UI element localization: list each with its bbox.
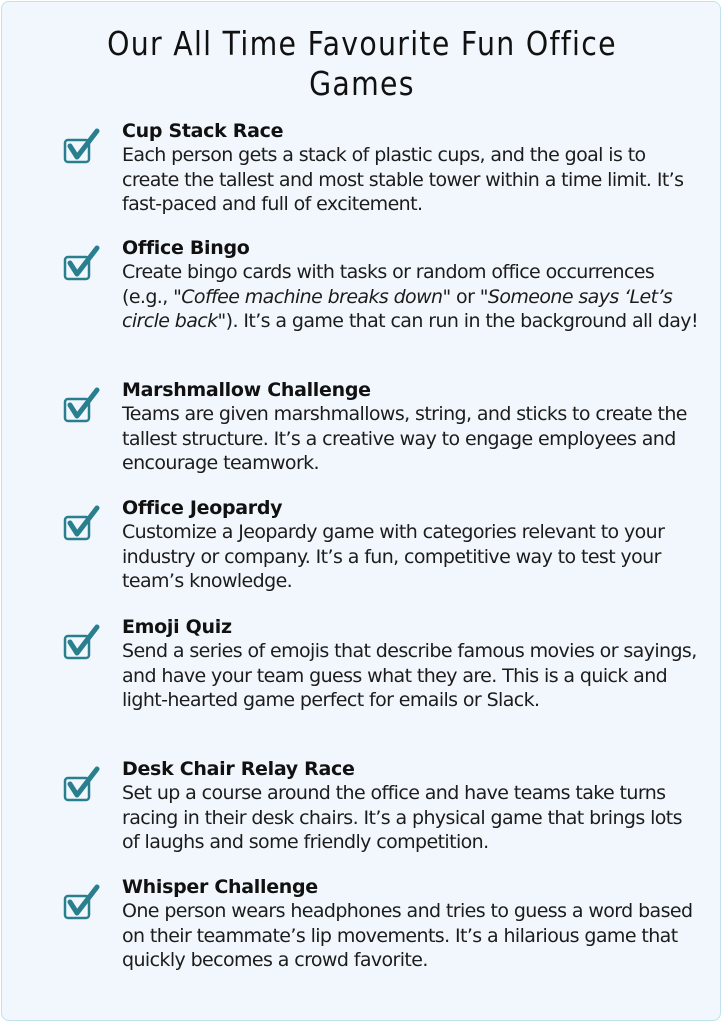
item-title: Whisper Challenge <box>122 876 318 898</box>
checkbox-checked-icon <box>62 245 102 281</box>
page-title: Our All Time Favourite Fun Office Games <box>107 24 617 103</box>
item-description: Customize a Jeopardy game with categories relevant to your industry or company. It’s a fun, competitive way to test your team’s knowledge. <box>122 521 665 592</box>
checkbox-checked-icon <box>62 884 102 920</box>
item-title: Cup Stack Race <box>122 120 284 142</box>
item-description: One person wears headphones and tries to guess a word based on their teammate’s lip movements. It’s a hilarious game that quickly becomes a crowd favorite. <box>122 900 693 971</box>
item-title: Office Jeopardy <box>122 497 283 519</box>
item-title: Emoji Quiz <box>122 616 232 638</box>
item-description: Create bingo cards with tasks or random office occurrences (e.g., "Coffee machine breaks down" or "Someone says ‘Let’s circle back"). It’s a game that can run in the background all day! <box>122 261 698 332</box>
checkbox-checked-icon <box>62 387 102 423</box>
checkbox-checked-icon <box>62 624 102 660</box>
item-description: Set up a course around the office and have teams take turns racing in their desk chairs. It’s a physical game that brings lots of laughs and some friendly competition. <box>122 782 682 853</box>
checkbox-checked-icon <box>62 505 102 541</box>
item-title: Marshmallow Challenge <box>122 379 371 401</box>
item-description: Teams are given marshmallows, string, and sticks to create the tallest structure. It’s a creative way to engage employees and encourage teamwork. <box>122 403 687 474</box>
checkbox-checked-icon <box>62 766 102 802</box>
item-title: Office Bingo <box>122 237 250 259</box>
item-description: Each person gets a stack of plastic cups, and the goal is to create the tallest and most stable tower within a time limit. It’s fast-paced and full of excitement. <box>122 144 684 215</box>
checkbox-checked-icon <box>62 128 102 164</box>
item-title: Desk Chair Relay Race <box>122 758 355 780</box>
item-description: Send a series of emojis that describe famous movies or sayings, and have your team guess what they are. This is a quick and light-hearted game perfect for emails or Slack. <box>122 640 697 711</box>
